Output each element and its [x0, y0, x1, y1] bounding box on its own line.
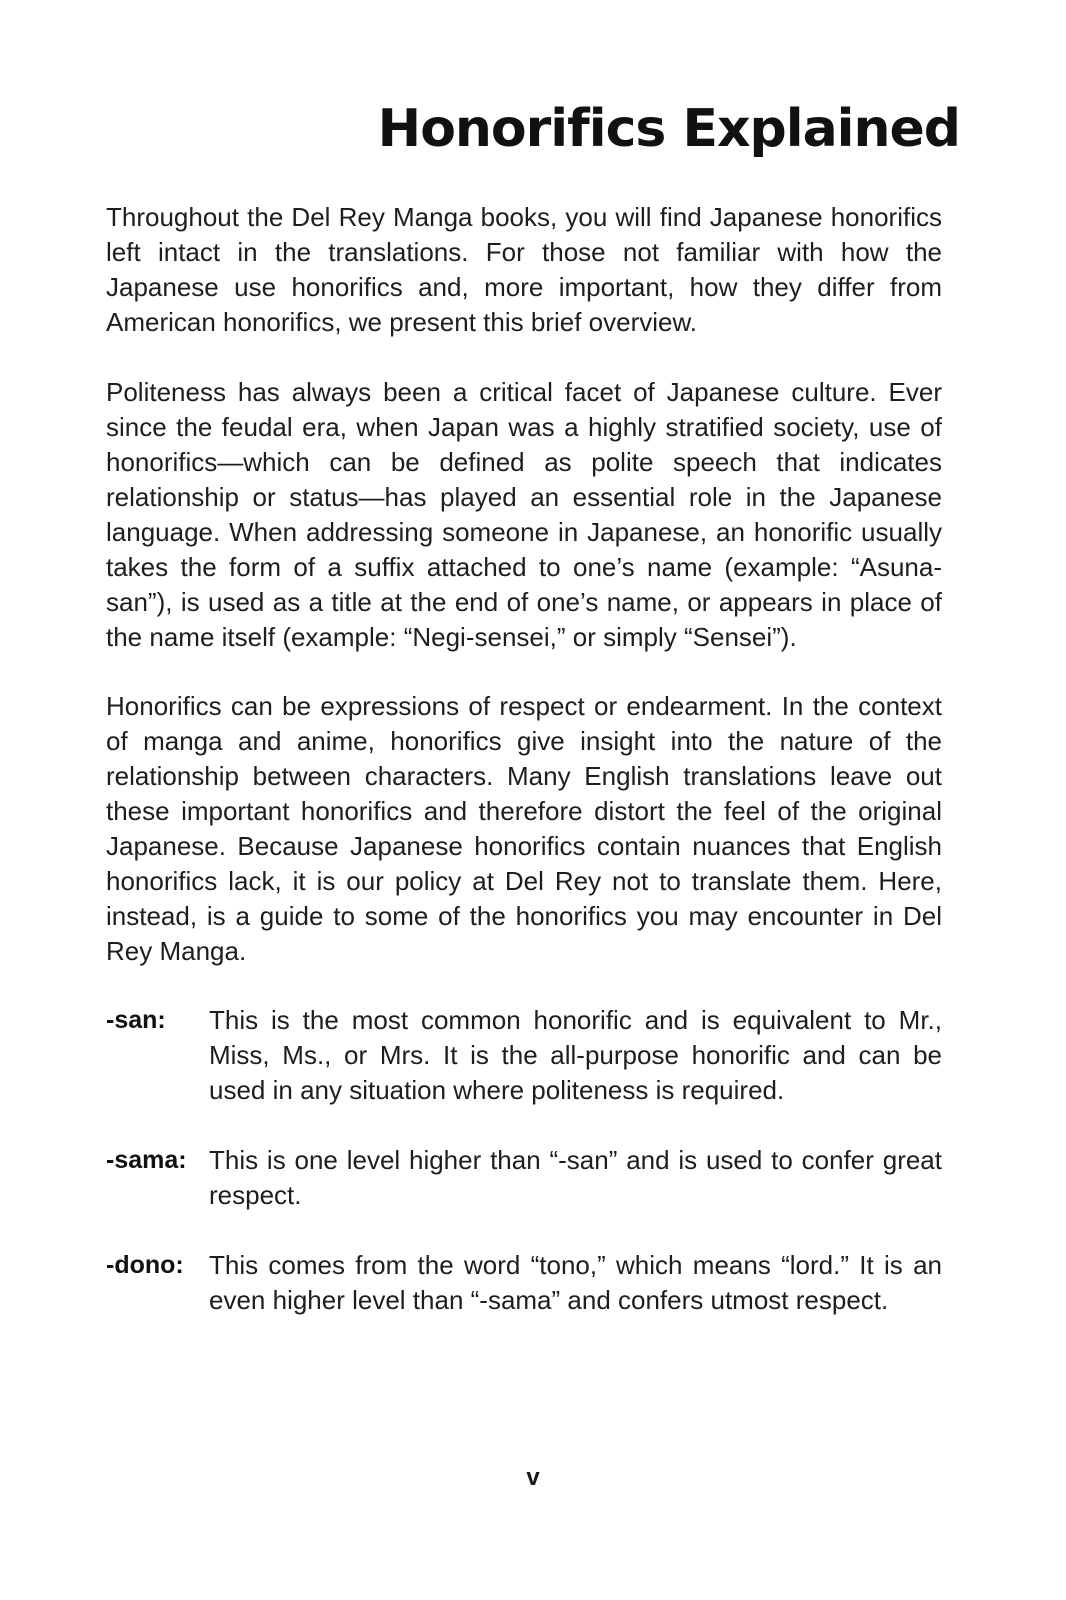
definition-item-san [106, 1003, 942, 1108]
intro-paragraph: Throughout the Del Rey Manga books, you will find Japanese honorifics left intact in the translations. For those not familiar with how the Japanese use honorifics and, more important, how they differ from American honorifics, we present this brief overview. [106, 202, 942, 337]
definition-text: This is one level higher than “-san” and is used to confer great respect. [209, 1145, 942, 1210]
definition-term: -san: [106, 1006, 166, 1034]
definition-term: -dono: [106, 1251, 184, 1279]
definition-term: -sama: [106, 1146, 187, 1174]
definition-text: This comes from the word “tono,” which means “lord.” It is an even higher level than “-sama” and confers utmost respect. [209, 1250, 942, 1315]
respect-paragraph: Honorifics can be expressions of respect or endearment. In the context of manga and anime, honorifics give insight into the nature of the relationship between characters. Many English translations leave out these important honorifics and therefore distort the feel of the original Japanese. Because Japanese honorifics contain nuances that English honorifics lack, it is our policy at Del Rey not to translate them. Here, instead, is a guide to some of the honorifics you may encounter in Del Rey Manga. [106, 691, 942, 966]
politeness-paragraph: Politeness has always been a critical facet of Japanese culture. Ever since the feudal era, when Japan was a highly stratified society, use of honorifics—which can be defined as polite speech that indicates relationship or status—has played an essential role in the Japanese language. When addressing someone in Japanese, an honorific usually takes the form of a suffix attached to one’s name (example: “Asuna-san”), is used as a title at the end of one’s name, or appears in place of the name itself (example: “Negi-sensei,” or simply “Sensei”). [106, 377, 942, 652]
honorifics-definition-list [106, 1003, 942, 1318]
definition-text: This is the most common honorific and is equivalent to Mr., Miss, Ms., or Mrs. It is the all-purpose honorific and can be used in any situation where politeness is required. [209, 1005, 942, 1105]
page-number: v [526, 1464, 540, 1491]
definition-item-sama [106, 1143, 942, 1213]
definition-item-dono [106, 1248, 942, 1318]
page-title: Honorifics Explained [377, 99, 960, 159]
